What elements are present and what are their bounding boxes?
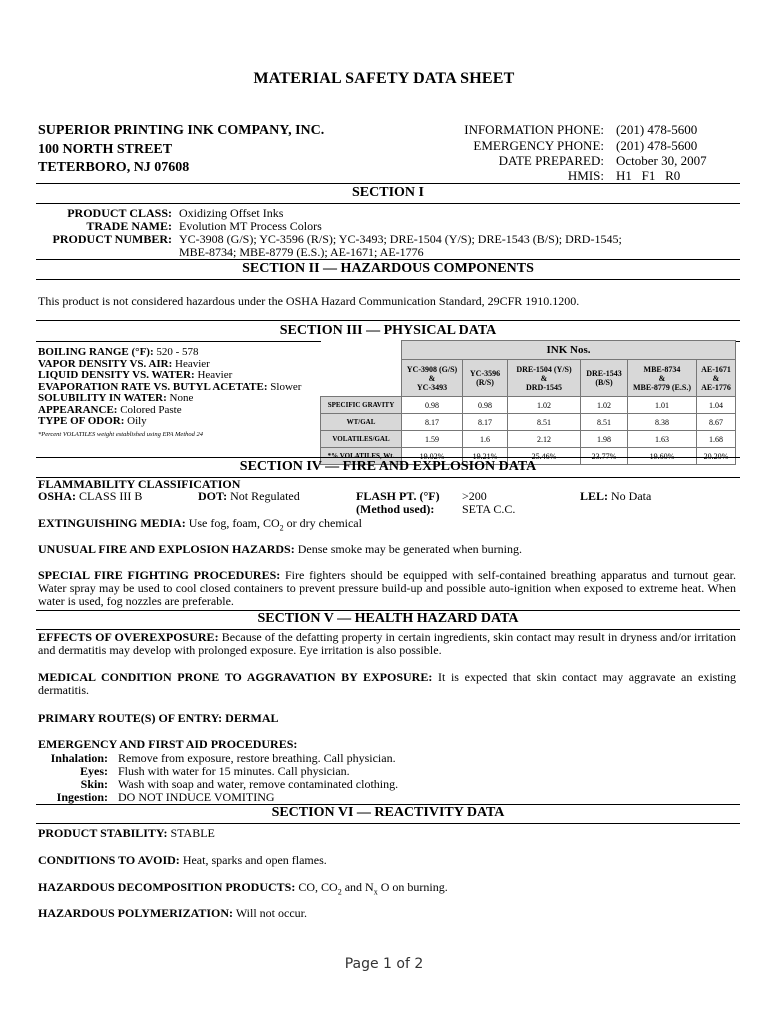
date-prepared-label: DATE PREPARED: (498, 153, 604, 168)
ink-column-header (508, 360, 581, 397)
cell-value: 1.02 (508, 397, 581, 414)
hmis-value: H1 F1 R0 (616, 168, 681, 183)
table-blank-cell (321, 360, 402, 397)
table-blank-cell (321, 341, 402, 360)
page-number: Page 1 of 2 (344, 956, 424, 972)
subscript: x (373, 887, 378, 897)
first-aid-label: Ingestion: (56, 790, 108, 804)
prop-value: Heavier (197, 369, 233, 381)
ink-row-volatiles-gal (321, 431, 736, 448)
hmis-label: HMIS: (567, 168, 604, 183)
unusual-label: UNUSUAL FIRE AND EXPLOSION HAZARDS: (38, 542, 295, 556)
col-line: YC-3493 (416, 382, 448, 392)
divider (36, 823, 740, 824)
cell-value: 8.67 (697, 414, 736, 431)
first-aid-value: Flush with water for 15 minutes. Call physician. (118, 764, 350, 778)
cell-value: 8.17 (463, 414, 508, 431)
col-line: & (428, 373, 436, 383)
stability-value: STABLE (170, 826, 215, 840)
prop-label: APPEARANCE: (38, 403, 118, 416)
special-label: SPECIAL FIRE FIGHTING PROCEDURES: (38, 568, 281, 582)
primary-route (38, 711, 279, 726)
col-line: (B/S) (595, 378, 613, 387)
emergency-phone-label: EMERGENCY PHONE: (473, 138, 604, 153)
prop-label: LIQUID DENSITY VS. WATER: (38, 369, 195, 381)
cell-value: 25.46% (508, 448, 581, 465)
prop-value: Colored Paste (120, 403, 182, 416)
info-phone-label: INFORMATION PHONE: (464, 122, 604, 137)
subscript: 2 (279, 523, 284, 533)
row-label: SPECIFIC GRAVITY (321, 397, 402, 414)
extinguishing-media (38, 516, 362, 532)
osha-value: CLASS III B (79, 489, 143, 503)
special-fire-procedures (38, 569, 736, 608)
decomposition-products (38, 880, 448, 896)
col-line: & (712, 373, 720, 383)
medical-label: MEDICAL CONDITION PRONE TO AGGRAVATION BY EXPOSURE: (38, 670, 433, 684)
ext-label: EXTINGUISHING MEDIA: (38, 516, 186, 530)
col-line: MBE-8779 (E.S.) (633, 382, 691, 392)
row-label: WT/GAL (321, 414, 402, 431)
col-line: DRE-1504 (Y/S) (516, 364, 572, 374)
decomp-label: HAZARDOUS DECOMPOSITION PRODUCTS: (38, 880, 296, 894)
prop-label: EVAPORATION RATE VS. BUTYL ACETATE: (38, 380, 268, 393)
product-number-line-1: YC-3908 (G/S); YC-3596 (R/S); YC-3493; DRE-1504 (Y/S); DRE-1543 (B/S); DRD-1545; (179, 232, 622, 246)
section-1-heading: SECTION I (352, 185, 424, 200)
cell-value: 1.01 (628, 397, 697, 414)
lel-value: No Data (611, 489, 652, 503)
physical-properties (38, 347, 301, 428)
ink-table-title: INK Nos. (402, 341, 736, 360)
col-line: (R/S) (476, 378, 494, 387)
flash-point-label: FLASH PT. (°F) (356, 489, 440, 503)
first-aid-value: Remove from exposure, restore breathing. Call physician. (118, 751, 396, 765)
dot-value: Not Regulated (230, 489, 300, 503)
ink-table-header-row (321, 360, 736, 397)
ink-column-header (463, 360, 508, 397)
effects-value: Because of the defatting property in certain ingredients, skin contact may result in dryness and/or irritation and dermatitis may develop with prolonged exposure. Eye irritation is also possible. (38, 630, 736, 657)
col-line: DRE-1543 (586, 369, 622, 378)
row-label: *% VOLATILES, Wt. (321, 448, 402, 465)
col-line: DRD-1545 (526, 382, 562, 392)
first-aid-value: DO NOT INDUCE VOMITING (118, 790, 275, 804)
decomp-value: CO, CO (298, 880, 338, 894)
trade-name-label: TRADE NAME: (86, 219, 172, 233)
col-line: YC-3596 (469, 369, 501, 378)
prop-value: None (169, 392, 194, 404)
section-3-heading: SECTION III — PHYSICAL DATA (279, 323, 497, 338)
cell-value: 19.02% (402, 448, 463, 465)
product-class-value: Oxidizing Offset Inks (179, 206, 284, 220)
unusual-value: Dense smoke may be generated when burning. (297, 542, 522, 556)
avoid-value: Heat, sparks and open flames. (182, 853, 327, 867)
special-value: Fire fighters should be equipped with self-contained breathing apparatus and turnout gear. Water spray may be used to cool closed containers to prevent pressure build-up and possible auto-ignition when exposed to extreme heat. When water is used, fog nozzles are preferable. (38, 568, 736, 608)
ink-column-header (402, 360, 463, 397)
ink-row-specific-gravity (321, 397, 736, 414)
divider (36, 183, 740, 184)
cell-value: 1.63 (628, 431, 697, 448)
first-aid-title: EMERGENCY AND FIRST AID PROCEDURES: (38, 737, 298, 751)
document-title: MATERIAL SAFETY DATA SHEET (253, 70, 515, 87)
prop-label: TYPE OF ODOR: (38, 415, 125, 427)
flash-point-value: >200 (462, 489, 487, 503)
cell-value: 2.12 (508, 431, 581, 448)
cell-value: 0.98 (402, 397, 463, 414)
cell-value: 8.17 (402, 414, 463, 431)
col-line: YC-3908 (G/S) (406, 364, 458, 374)
trade-name-value: Evolution MT Process Colors (179, 219, 322, 233)
volatiles-footnote: *Percent VOLATILES weight established using EPA Method 24 (38, 431, 204, 438)
section-5-heading: SECTION V — HEALTH HAZARD DATA (257, 611, 519, 626)
cell-value: 1.59 (402, 431, 463, 448)
lel-info (580, 489, 651, 504)
divider (36, 203, 740, 204)
prop-value: 520 - 578 (156, 346, 199, 358)
first-aid-label: Eyes: (80, 764, 108, 778)
stability-label: PRODUCT STABILITY: (38, 826, 168, 840)
avoid-label: CONDITIONS TO AVOID: (38, 853, 180, 867)
decomp-value-end: O on burning. (377, 880, 448, 894)
cell-value: 8.38 (628, 414, 697, 431)
col-line: AE-1776 (701, 382, 731, 392)
section-2-heading: SECTION II — HAZARDOUS COMPONENTS (242, 261, 534, 276)
product-number-label: PRODUCT NUMBER: (52, 232, 172, 246)
osha-label: OSHA: (38, 489, 77, 503)
divider (36, 320, 740, 321)
cell-value: 8.51 (508, 414, 581, 431)
ink-column-header (697, 360, 736, 397)
ext-value-end: or dry chemical (283, 516, 362, 530)
col-line: MBE-8734 (643, 364, 681, 374)
poly-value: Will not occur. (235, 906, 307, 920)
first-aid-label: Inhalation: (50, 751, 108, 765)
effects-of-overexposure (38, 631, 736, 657)
product-number-line-2: MBE-8734; MBE-8779 (E.S.); AE-1671; AE-1776 (179, 245, 424, 259)
company-street: 100 NORTH STREET (38, 142, 173, 157)
first-aid-value: Wash with soap and water, remove contaminated clothing. (118, 777, 399, 791)
company-city: TETERBORO, NJ 07608 (38, 160, 190, 175)
col-line: AE-1671 (701, 364, 731, 374)
osha-classification (38, 489, 142, 504)
info-phone-value: (201) 478-5600 (616, 122, 698, 137)
col-line: & (658, 373, 666, 383)
cell-value: 8.51 (581, 414, 628, 431)
first-aid-label: Skin: (80, 777, 108, 791)
medical-condition (38, 671, 736, 697)
col-line: & (540, 373, 548, 383)
prop-value: Heavier (175, 357, 210, 370)
flammability-title: FLAMMABILITY CLASSIFICATION (38, 477, 241, 491)
cell-value: 1.98 (581, 431, 628, 448)
company-name: SUPERIOR PRINTING INK COMPANY, INC. (38, 123, 325, 138)
conditions-to-avoid (38, 853, 327, 868)
poly-label: HAZARDOUS POLYMERIZATION: (38, 906, 234, 920)
prop-label: VAPOR DENSITY VS. AIR: (38, 357, 173, 370)
medical-value: It is expected that skin contact may aggravate an existing dermatitis. (38, 670, 736, 697)
lel-label: LEL: (580, 489, 609, 503)
unusual-hazards (38, 543, 736, 556)
ink-row-wt-gal (321, 414, 736, 431)
section-6-heading: SECTION VI — REACTIVITY DATA (271, 805, 505, 820)
decomp-value-mid: and N (341, 880, 374, 894)
divider (36, 259, 740, 260)
emergency-phone-value: (201) 478-5600 (616, 138, 698, 153)
method-label: (Method used): (356, 502, 435, 516)
cell-value: 1.68 (697, 431, 736, 448)
dot-label: DOT: (198, 489, 228, 503)
date-prepared-value: October 30, 2007 (616, 153, 707, 168)
dot-classification (198, 489, 300, 504)
divider (36, 457, 740, 458)
prop-value: Oily (127, 415, 147, 427)
cell-value: 1.02 (581, 397, 628, 414)
product-class-label: PRODUCT CLASS: (67, 206, 172, 220)
ink-column-header (581, 360, 628, 397)
ink-column-header (628, 360, 697, 397)
method-value: SETA C.C. (462, 502, 516, 516)
route-value: DERMAL (225, 711, 279, 725)
cell-value: 20.20% (697, 448, 736, 465)
cell-value: 1.6 (463, 431, 508, 448)
product-stability (38, 826, 215, 841)
subscript: 2 (337, 887, 342, 897)
row-label: VOLATILES/GAL (321, 431, 402, 448)
route-label: PRIMARY ROUTE(S) OF ENTRY: (38, 711, 223, 725)
cell-value: 19.21% (463, 448, 508, 465)
ink-data-table (320, 340, 736, 465)
section-2-text: This product is not considered hazardous under the OSHA Hazard Communication Standard, 29CFR 1910.1200. (38, 294, 580, 308)
cell-value: 19.60% (628, 448, 697, 465)
prop-value: Slower (270, 380, 302, 393)
ext-value: Use fog, foam, CO (188, 516, 280, 530)
prop-label: SOLUBILITY IN WATER: (38, 392, 167, 404)
prop-odor (38, 416, 301, 428)
ink-table-title-row (321, 341, 736, 360)
cell-value: 0.98 (463, 397, 508, 414)
cell-value: 1.04 (697, 397, 736, 414)
cell-value: 23.77% (581, 448, 628, 465)
divider (36, 279, 740, 280)
effects-label: EFFECTS OF OVEREXPOSURE: (38, 630, 219, 644)
hazardous-polymerization (38, 906, 307, 921)
prop-label: BOILING RANGE (°F): (38, 346, 154, 358)
section-4-heading: SECTION IV — FIRE AND EXPLOSION DATA (239, 459, 537, 474)
